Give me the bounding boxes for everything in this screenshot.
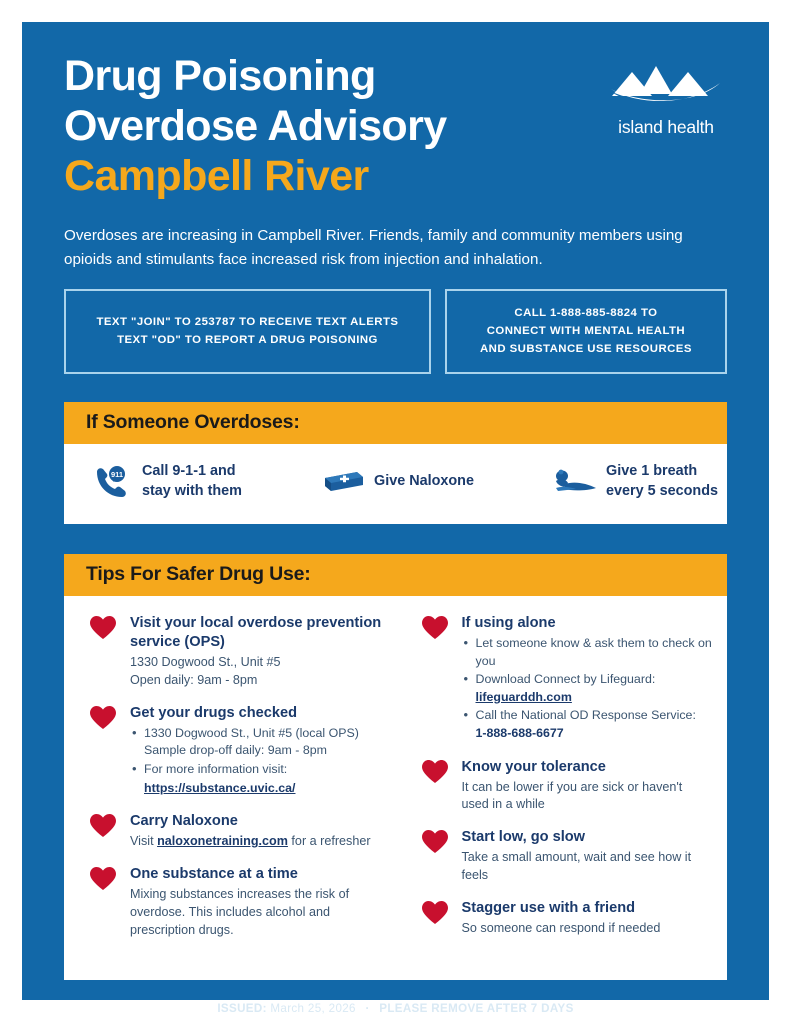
callout-line: TEXT "OD" TO REPORT A DRUG POISONING (117, 333, 378, 346)
overdose-step-label (142, 462, 242, 502)
substance-uvic-link[interactable]: https://substance.uvic.ca/ (144, 780, 296, 795)
tip-title: Stagger use with a friend (461, 900, 636, 917)
safer-use-tips-card (64, 554, 727, 980)
logo-wordmark: island health (618, 117, 714, 137)
tip-sub-line: 1330 Dogwood St., Unit #5 (130, 654, 281, 669)
overdose-step-call-911 (88, 462, 320, 502)
tip-sub-line: So someone can respond if needed (461, 921, 661, 936)
callout-line: CALL 1-888-885-8824 TO (514, 307, 658, 320)
heart-icon (90, 812, 130, 851)
naloxone-kit-icon (320, 468, 366, 496)
rescue-breath-icon (552, 468, 598, 496)
svg-text:911: 911 (110, 470, 124, 480)
tips-card-body (64, 596, 727, 980)
tip-bullet (462, 707, 714, 742)
mental-health-callout[interactable] (445, 289, 727, 374)
tip-title: Visit your local overdose prevention service (OPS) (130, 615, 382, 650)
overdose-steps (64, 444, 727, 524)
tip-bullet-text: For more information visit: (144, 761, 288, 776)
tips-banner (64, 554, 727, 596)
step-label-line2: stay with them (142, 483, 242, 500)
page-title (64, 52, 584, 202)
tip-bullet-text: Call the National OD Response Service: (475, 708, 696, 723)
tip-title: If using alone (461, 615, 556, 632)
tip-content (462, 828, 714, 885)
title-line-2: Overdose Advisory (64, 101, 447, 150)
lifeguard-app-link[interactable]: lifeguarddh.com (475, 689, 572, 704)
step-label-line1: Give 1 breath (606, 463, 698, 480)
step-label-line1: Call 9-1-1 and (142, 463, 236, 480)
tip-content (130, 812, 382, 851)
poster-footer (22, 1002, 769, 1015)
tip-one-substance (90, 865, 382, 940)
tip-title: One substance at a time (130, 865, 298, 882)
tip-bullet (130, 761, 382, 797)
phone-911-icon (88, 466, 134, 498)
island-health-logo (603, 60, 729, 138)
tips-banner-text: Tips For Safer Drug Use: (86, 563, 311, 586)
heart-icon (422, 758, 462, 815)
text-alerts-callout[interactable] (64, 289, 431, 374)
mountains-wave-logo-icon (603, 60, 729, 115)
tip-know-your-tolerance (422, 758, 714, 815)
tips-right-column (396, 614, 728, 954)
overdose-step-label: Give Naloxone (374, 473, 474, 490)
heart-icon (422, 899, 462, 938)
tip-get-drugs-checked (90, 704, 382, 798)
naloxone-training-link[interactable]: naloxonetraining.com (157, 834, 288, 849)
tip-bullet: • Let someone know & ask them to check on you (462, 635, 714, 670)
tip-title: Know your tolerance (461, 758, 606, 775)
tip-bullet (462, 671, 714, 706)
heart-icon (422, 614, 462, 744)
tip-title: Get your drugs checked (130, 704, 298, 721)
advisory-poster (22, 22, 769, 1015)
tip-content (462, 614, 714, 744)
link-suffix: for a refresher (287, 834, 371, 849)
tip-sub-line: Open daily: 9am - 8pm (130, 672, 258, 687)
tip-title: Carry Naloxone (130, 813, 238, 830)
tip-title: Start low, go slow (461, 829, 586, 846)
footer-separator: · (365, 1001, 370, 1015)
tip-content (130, 704, 382, 798)
tip-bullet-list (462, 635, 714, 743)
lede-paragraph: Overdoses are increasing in Campbell River. Friends, family and community members using opioids and stimulants face increased risk from injection and inhalation. (64, 226, 683, 268)
tip-bullet-list (130, 725, 382, 797)
tip-sub-line: Take a small amount, wait and see how it feels (461, 850, 692, 883)
tip-bullet: • 1330 Dogwood St., Unit #5 (local OPS) Sample drop-off daily: 9am - 8pm (130, 725, 382, 760)
overdose-card-body (64, 444, 727, 524)
title-line-location: Campbell River (64, 151, 369, 200)
overdose-step-give-naloxone (320, 468, 552, 496)
callout-line: TEXT "JOIN" TO 253787 TO RECEIVE TEXT ALERTS (96, 316, 399, 329)
tip-content (130, 614, 382, 690)
tip-carry-naloxone (90, 812, 382, 851)
issued-date: March 25, 2026 (270, 1001, 356, 1015)
tip-sub-line: It can be lower if you are sick or haven't used in a while (461, 779, 683, 812)
heart-icon (90, 865, 130, 940)
overdose-banner-text: If Someone Overdoses: (86, 411, 300, 434)
tip-bullet-text: Download Connect by Lifeguard: (475, 672, 656, 687)
tip-sub-line: Mixing substances increases the risk of overdose. This includes alcohol and prescription drugs. (130, 886, 350, 937)
step-label-line2: every 5 seconds (606, 483, 718, 500)
overdose-response-card (64, 402, 727, 524)
tip-start-low-go-slow (422, 828, 714, 885)
issued-label: ISSUED: (217, 1001, 267, 1015)
tip-content (130, 865, 382, 940)
tips-left-column (64, 614, 396, 954)
heart-icon (422, 828, 462, 885)
tips-columns (64, 596, 727, 980)
tip-content (462, 758, 714, 815)
national-od-phone: 1-888-688-6677 (475, 726, 564, 741)
overdose-step-label (606, 462, 718, 502)
callout-line: AND SUBSTANCE USE RESOURCES (479, 342, 692, 355)
overdose-banner (64, 402, 727, 444)
tip-sub-line (130, 833, 382, 851)
tip-if-using-alone (422, 614, 714, 744)
link-prefix: Visit (130, 834, 158, 849)
tip-content (462, 899, 714, 938)
removal-notice: PLEASE REMOVE AFTER 7 DAYS (379, 1001, 574, 1015)
heart-icon (90, 704, 130, 798)
poster-header (22, 22, 769, 202)
overdose-step-rescue-breathing (552, 462, 718, 502)
tip-stagger-use (422, 899, 714, 938)
callout-line: CONNECT WITH MENTAL HEALTH (486, 324, 686, 337)
title-line-1: Drug Poisoning (64, 52, 376, 100)
tip-visit-ops (90, 614, 382, 690)
callout-row (64, 289, 727, 374)
heart-icon (90, 614, 130, 690)
